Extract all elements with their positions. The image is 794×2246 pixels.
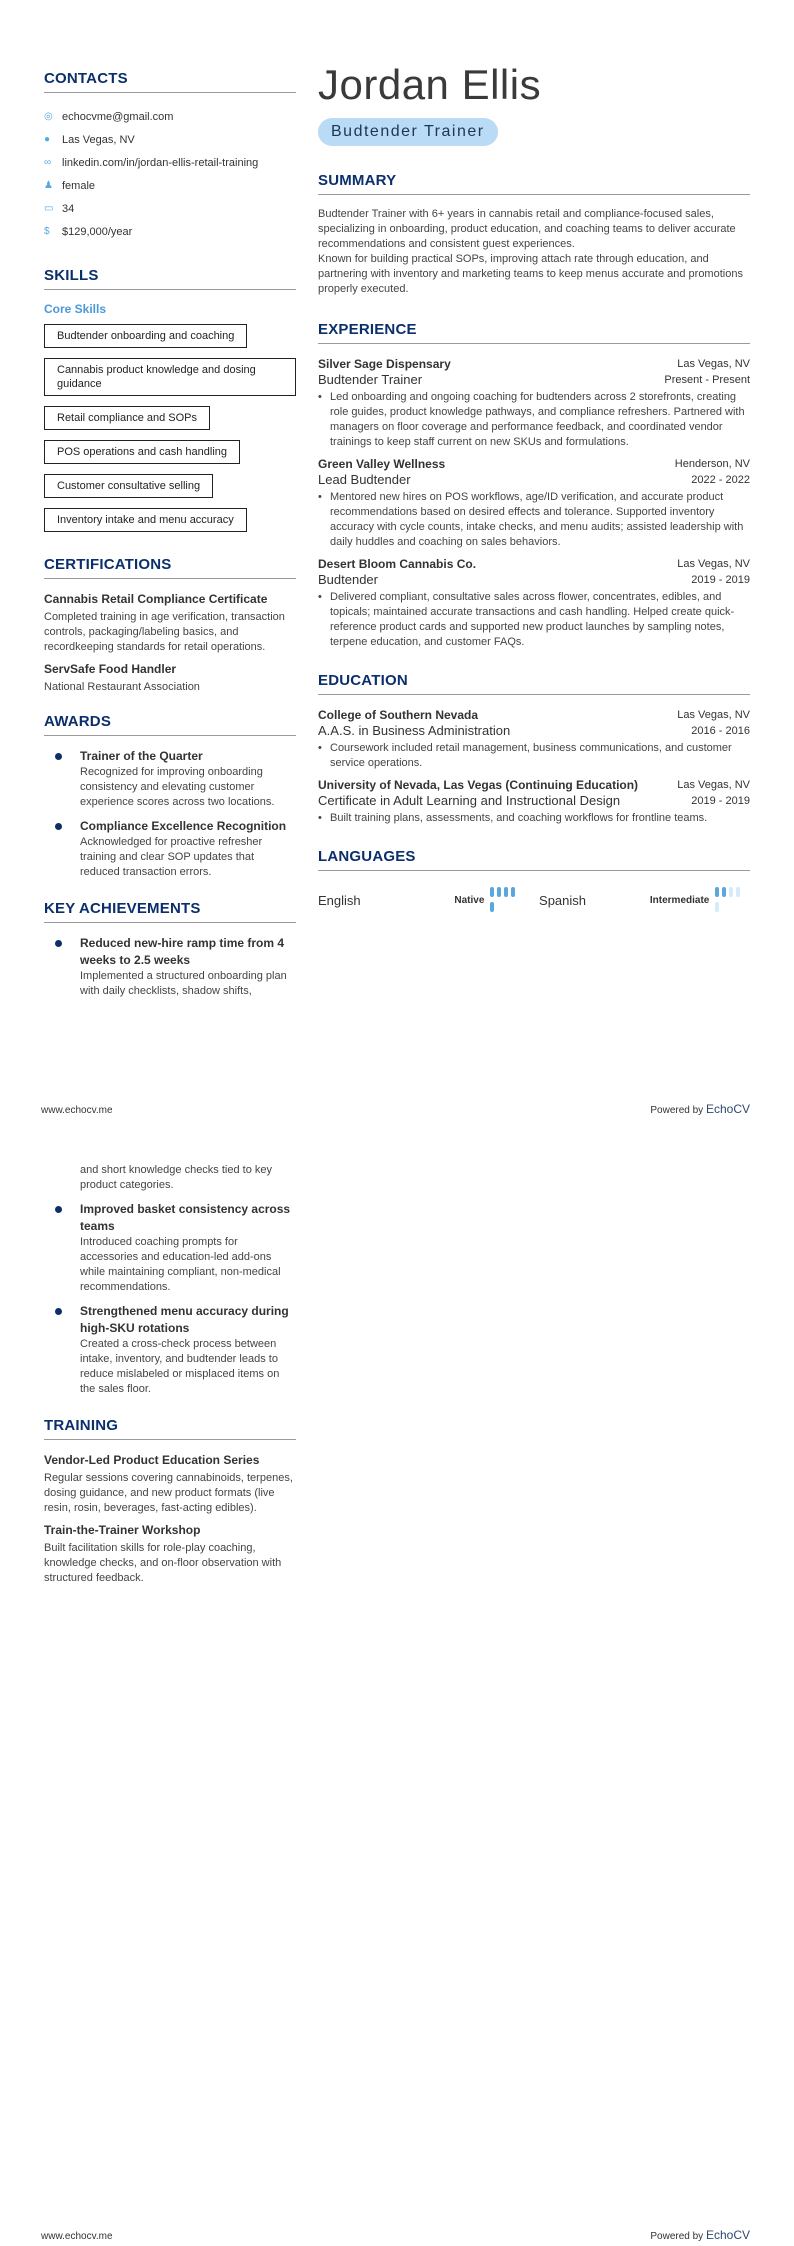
footer-powered bbox=[650, 1102, 750, 1116]
job-location: Henderson, NV bbox=[674, 458, 750, 470]
award-item bbox=[44, 748, 296, 810]
award-desc: Recognized for improving onboarding consistency and elevating customer experience scores across two locations. bbox=[80, 766, 275, 808]
job-bullet: • Led onboarding and ongoing coaching for budtenders across 2 storefronts, creating role guides, product knowledge pathways, and compliance refreshers. Partnered with managers on floor coverage and performance feedback, and coordinated vendor trainings to keep staff current on new SKUs and formulations. bbox=[318, 390, 750, 450]
skills-heading: SKILLS bbox=[44, 267, 296, 290]
experience-header bbox=[318, 556, 750, 572]
skill-tag: Inventory intake and menu accuracy bbox=[44, 508, 247, 532]
experience-role-row bbox=[318, 372, 750, 388]
achievement-item-continued bbox=[44, 1163, 296, 1193]
achievement-desc: Created a cross-check process between intake, inventory, and budtender leads to reduce mislabeled or misplaced items on the sales floor. bbox=[80, 1338, 280, 1395]
degree-name: Certificate in Adult Learning and Instructional Design bbox=[318, 793, 621, 808]
experience-header bbox=[318, 356, 750, 372]
education-dates: 2016 - 2016 bbox=[691, 725, 750, 737]
achievements-list bbox=[44, 1201, 296, 1397]
skills-list bbox=[44, 324, 296, 542]
experience-item bbox=[318, 456, 750, 550]
contact-text[interactable]: echocvme@gmail.com bbox=[62, 110, 174, 123]
key-achievements-heading: KEY ACHIEVEMENTS bbox=[44, 900, 296, 923]
proficiency-segment bbox=[511, 887, 515, 897]
training-desc: Regular sessions covering cannabinoids, terpenes, dosing guidance, and new product formats (live resin, rosin, beverages, fast-acting edibles). bbox=[44, 1472, 293, 1514]
proficiency-segment bbox=[722, 887, 726, 897]
core-skills-label: Core Skills bbox=[44, 302, 107, 316]
award-title: Trainer of the Quarter bbox=[80, 749, 203, 763]
education-dates: 2019 - 2019 bbox=[691, 795, 750, 807]
bullet-dot bbox=[55, 753, 62, 760]
company-name: Green Valley Wellness bbox=[318, 457, 446, 471]
awards-list bbox=[44, 748, 296, 880]
bullet-dot bbox=[55, 940, 62, 947]
certification-desc: Completed training in age verification, transaction controls, packaging/labeling basics, and recordkeeping standards for retail operations. bbox=[44, 611, 285, 653]
bullet-dot bbox=[55, 1308, 62, 1315]
experience-item bbox=[318, 556, 750, 650]
summary-paragraph: Known for building practical SOPs, improving attach rate through education, and partnering with inventory and marketing teams to keep menus accurate and promotions properly executed. bbox=[318, 253, 743, 295]
experience-header bbox=[318, 456, 750, 472]
training-name: Vendor-Led Product Education Series bbox=[44, 1453, 260, 1467]
award-title: Compliance Excellence Recognition bbox=[80, 819, 287, 833]
school-location: Las Vegas, NV bbox=[677, 709, 750, 721]
degree-name: A.A.S. in Business Administration bbox=[318, 723, 511, 738]
job-bullet: • Mentored new hires on POS workflows, age/ID verification, and accurate product recommendations based on desired effects and tolerance. Supported inventory accuracy with cycle counts, intake checks, and menu audits; assisted leadership with daily huddles and coaching on sales behaviors. bbox=[318, 490, 750, 550]
language-level: Native bbox=[454, 894, 485, 906]
experience-list bbox=[318, 356, 750, 650]
company-name: Silver Sage Dispensary bbox=[318, 357, 451, 371]
education-item bbox=[318, 777, 750, 826]
contact-text: $129,000/year bbox=[62, 225, 133, 238]
job-location: Las Vegas, NV bbox=[677, 558, 750, 570]
location-pin-icon: ● bbox=[44, 134, 51, 145]
school-name: University of Nevada, Las Vegas (Continuing Education) bbox=[318, 778, 639, 792]
contact-text: female bbox=[62, 179, 96, 192]
proficiency-segment bbox=[736, 887, 740, 897]
language-proficiency-bar bbox=[490, 885, 525, 915]
proficiency-segment bbox=[715, 902, 719, 912]
at-icon: ◎ bbox=[44, 111, 53, 122]
candidate-name: Jordan Ellis bbox=[318, 61, 542, 108]
language-name: English bbox=[318, 892, 361, 908]
achievement-desc: Implemented a structured onboarding plan with daily checklists, shadow shifts, bbox=[80, 970, 287, 997]
achievement-item bbox=[44, 1201, 296, 1295]
skill-tag: Cannabis product knowledge and dosing guidance bbox=[44, 358, 296, 396]
dollar-icon: $ bbox=[44, 226, 50, 237]
education-bullet: • Coursework included retail management, business communications, and customer service operations. bbox=[318, 741, 750, 771]
education-heading: EDUCATION bbox=[318, 672, 750, 695]
certifications-heading: CERTIFICATIONS bbox=[44, 556, 296, 579]
awards-heading: AWARDS bbox=[44, 713, 296, 736]
school-location: Las Vegas, NV bbox=[677, 779, 750, 791]
proficiency-segment bbox=[497, 887, 501, 897]
person-icon: ♟ bbox=[44, 180, 53, 191]
skill-tag: Budtender onboarding and coaching bbox=[44, 324, 247, 348]
achievement-item bbox=[44, 1303, 296, 1397]
job-dates: 2022 - 2022 bbox=[691, 474, 750, 486]
echocv-logo: EchoCV bbox=[705, 1102, 750, 1116]
achievement-item bbox=[44, 935, 296, 999]
bullet-dot bbox=[55, 823, 62, 830]
contact-row bbox=[44, 105, 296, 128]
company-name: Desert Bloom Cannabis Co. bbox=[318, 557, 477, 571]
proficiency-segment bbox=[490, 887, 494, 897]
proficiency-segment bbox=[715, 887, 719, 897]
contact-text[interactable]: linkedin.com/in/jordan-ellis-retail-training bbox=[62, 156, 259, 169]
languages-heading: LANGUAGES bbox=[318, 848, 750, 871]
certifications-list bbox=[44, 591, 296, 695]
language-name: Spanish bbox=[539, 892, 587, 908]
school-name: College of Southern Nevada bbox=[318, 708, 479, 722]
footer-url[interactable]: www.echocv.me bbox=[41, 2231, 113, 2242]
bullet-dot bbox=[55, 1206, 62, 1213]
achievement-title: Strengthened menu accuracy during high-SKU rotations bbox=[80, 1304, 289, 1335]
education-header bbox=[318, 707, 750, 723]
right-column bbox=[318, 62, 750, 915]
contact-text: Las Vegas, NV bbox=[62, 133, 135, 146]
contact-row bbox=[44, 151, 296, 174]
education-degree-row bbox=[318, 723, 750, 739]
education-bullet: • Built training plans, assessments, and coaching workflows for frontline teams. bbox=[318, 811, 750, 826]
job-dates: 2019 - 2019 bbox=[691, 574, 750, 586]
skill-tag: POS operations and cash handling bbox=[44, 440, 240, 464]
proficiency-segment bbox=[504, 887, 508, 897]
achievement-desc: Introduced coaching prompts for accessories and education-led add-ons while maintaining compliant, non-medical recommendations. bbox=[80, 1236, 281, 1293]
skill-tag: Customer consultative selling bbox=[44, 474, 213, 498]
contact-row bbox=[44, 220, 296, 243]
job-dates: Present - Present bbox=[664, 374, 750, 386]
experience-heading: EXPERIENCE bbox=[318, 321, 750, 344]
summary-block bbox=[318, 207, 750, 297]
experience-role-row bbox=[318, 472, 750, 488]
job-role: Lead Budtender bbox=[318, 472, 411, 487]
award-item bbox=[44, 818, 296, 880]
education-item bbox=[318, 707, 750, 771]
certification-name: Cannabis Retail Compliance Certificate bbox=[44, 592, 268, 606]
skill-tag: Retail compliance and SOPs bbox=[44, 406, 210, 430]
powered-by-text: Powered by bbox=[650, 2231, 704, 2242]
contact-row bbox=[44, 197, 296, 220]
job-bullet: • Delivered compliant, consultative sales across flower, concentrates, edibles, and topicals; maintained accurate transactions and cash handling. Helped create quick-reference product cards and supported new product launches by sampling notes, terpene education, and customer FAQs. bbox=[318, 590, 750, 650]
certification-desc: National Restaurant Association bbox=[44, 681, 200, 693]
proficiency-segment bbox=[729, 887, 733, 897]
award-desc: Acknowledged for proactive refresher training and clear SOP updates that reduced transaction errors. bbox=[80, 836, 263, 878]
summary-heading: SUMMARY bbox=[318, 172, 750, 195]
language-level: Intermediate bbox=[649, 894, 710, 906]
education-header bbox=[318, 777, 750, 793]
proficiency-segment bbox=[490, 902, 494, 912]
left-column bbox=[44, 70, 296, 1007]
footer-url[interactable]: www.echocv.me bbox=[41, 1105, 113, 1116]
contact-text: 34 bbox=[62, 202, 75, 215]
achievement-title: Reduced new-hire ramp time from 4 weeks to 2.5 weeks bbox=[80, 936, 285, 967]
resume-page-2 bbox=[0, 1123, 794, 2246]
training-heading: TRAINING bbox=[44, 1417, 296, 1440]
training-desc: Built facilitation skills for role-play coaching, knowledge checks, and on-floor observation with structured feedback. bbox=[44, 1542, 282, 1584]
summary-paragraph: Budtender Trainer with 6+ years in cannabis retail and compliance-focused sales, specializing in onboarding, product education, and coaching teams to deliver accurate recommendations and consistent guest experiences. bbox=[318, 208, 736, 250]
languages-list bbox=[318, 885, 750, 915]
languages-row bbox=[318, 885, 750, 915]
contact-row bbox=[44, 128, 296, 151]
education-degree-row bbox=[318, 793, 750, 809]
job-role: Budtender bbox=[318, 572, 378, 587]
certification-name: ServSafe Food Handler bbox=[44, 662, 177, 676]
contacts-heading: CONTACTS bbox=[44, 70, 296, 93]
achievement-desc: and short knowledge checks tied to key product categories. bbox=[80, 1164, 273, 1191]
link-icon: ∞ bbox=[44, 157, 52, 168]
echocv-logo: EchoCV bbox=[705, 2228, 750, 2242]
footer-powered bbox=[650, 2228, 750, 2242]
job-role: Budtender Trainer bbox=[318, 372, 423, 387]
training-name: Train-the-Trainer Workshop bbox=[44, 1523, 201, 1537]
job-title-badge: Budtender Trainer bbox=[318, 118, 498, 146]
calendar-icon: ▭ bbox=[44, 203, 54, 214]
job-location: Las Vegas, NV bbox=[677, 358, 750, 370]
powered-by-text: Powered by bbox=[650, 1105, 704, 1116]
experience-role-row bbox=[318, 572, 750, 588]
achievement-title: Improved basket consistency across teams bbox=[80, 1202, 291, 1233]
contact-row bbox=[44, 174, 296, 197]
left-column-continued bbox=[44, 1163, 296, 1592]
contacts-list bbox=[44, 105, 296, 243]
experience-item bbox=[318, 356, 750, 450]
education-list bbox=[318, 707, 750, 826]
language-proficiency-bar bbox=[715, 885, 750, 915]
training-list bbox=[44, 1452, 296, 1586]
